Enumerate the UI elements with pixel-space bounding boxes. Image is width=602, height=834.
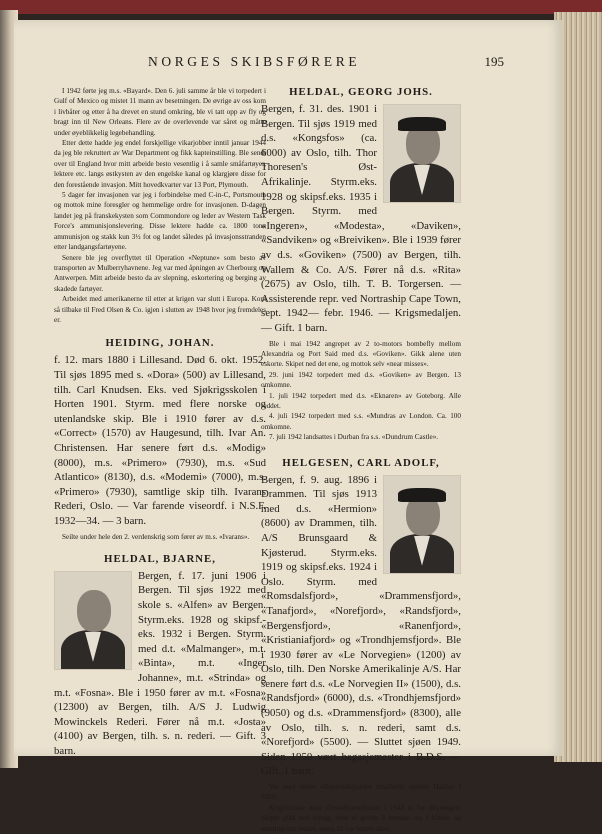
entry-note-heiding: Seilte under hele den 2. verdenskrig som fører av m.s. «Ivarans». [62,533,250,542]
entry-name-heldal-bjarne: HELDAL, BJARNE, [104,552,216,565]
entry-bio-helgesen: Bergen, f. 9. aug. 1896 i Drammen. Til sjøs 1913 med d.s. «Hermion» (8600) av Drammen, tilh. A/S Brunsgaard & Kjøsterud. Styrm.eks. 1919 og skipsf.eks. 1924 i Oslo. Styrm. med «Romsdalsfjord», «Drammensfjord», «Tanafjord», «Norefjord», «Randsfjord», «Bergensfjord», «Ranenfjord», «Kristianiafjord» og «Trondhjemsfjord». Ble i 1930 fører av «Le Norvegien» (1200) av Oslo, tilh. Den Norske Amerikalinje A/S. Har senere ført d.s. «Le Norvegien II» (1500), d.s. «Randsfjord» (6000), d.s. «Trondhjemsfjord» (9050) og d.s. «Drammensfjord» (8300), alle av Oslo, tilh. s. n. rederi, samt d.s. «Norefjord» (5500). — Sluttet sjøen 1949. Siden 1950 vært bagasjemester i B.D.S. — Gift. 1 barn. [261,473,461,778]
entry-name-helgesen: HELGESEN, CARL ADOLF, [282,456,440,469]
portrait-heldal-georg [383,104,461,203]
entry-note: Ble i mai 1942 angrepet av 2 to-motors bombefly mellom Alexandria og Port Said med d.s. «Goviken». Gikk alene uten eskorte. Skipet ned det ene, og mottok selv «near misses». [261,339,461,369]
intro-paragraph: I 1942 førte jeg m.s. «Bayard». Den 6. juli samme år ble vi torpedert i Gulf of Mexico og mistet 11 mann av besetningen. De øvrige av oss kom i livbåter og etter å ha drevet en stund omkring, ble vi tatt opp av fly og bragt inn til New Orleans. Flere av de overlevende var såret og måtte under øyeblikkelig legebehandling. [54,87,266,137]
intro-paragraph: Arbeidet med amerikanerne til etter at krigen var slutt i Europa. Kom så tilbake til Fred Olsen & Co. igjen i slutten av 1948 hvor jeg fremdeles er. [54,295,266,324]
entry-bio-heldal-bjarne: Bergen, f. 17. juni 1906 i Bergen. Til sjøs 1922 med skole s. «Alfen» av Bergen. Styrm.eks. 1928 og skipsf.-eks. 1932 i Bergen. Styrm. med d.t. «Malmanger», m.t. «Binta», m.t. «Inger Johanne», m.t. «Strinda» og m.t. «Fosna». Ble i 1950 fører av m.t. «Fosna» (12300) av Bergen, tilh. A/S J. Ludwig Mowinckels Rederi. Fører nå m.t. «Josta» (4100) av Bergen, tilh. s. n. rederi. — Gift. 3 barn. [54,569,266,757]
intro-paragraph: 5 dager før invasjonen var jeg i forbindelse med C-in-C, Portsmouth og mottok mine foresgler og hemmelige ordre for invasjonen. D-dagen landet jeg på franskekysten som Commondore og leder av Western Task Force's ammunisjonslevering. Disse lektere hadde ca. 1800 tonn ammunisjon og stakk kun 3½ fot og landet således på invasjonsstranden etter landgangsfartøyene. [54,191,266,252]
entry-note: 1. juli 1942 torpedert med d.s. «Eknaren» av Goteborg. Alle reddet. [261,391,461,410]
entry-note: 7. juli 1942 landsattes i Durban fra s.s. «Dundrum Castle». [269,433,439,442]
entry-note: 29. juni 1942 torpedert med d.s. «Goviken» av Bergen. 13 omkomne. [261,370,461,390]
entry-note: Var med under «Romsdalsfjord»s totalforlis utenfor Halifax i 1920. [261,783,461,802]
intro-paragraph: Etter dette hadde jeg endel forskjellige vikarjobber inntil januar 1944 da jeg ble rekruttert av War Department og fikk kapteinstilling. Ble sendt over til England hvor mitt arbeide besto vesentlig i å samle småfartøyer, lektere etc. langs østkysten av den engelske kanal og klargjøre disse for den forestående invasjon. Mitt hovedkvarter var 13 Port, Plymouth. [54,139,266,189]
page-title: NORGES SKIBSFØRERE [148,54,361,69]
entry-bio-heiding: f. 12. mars 1880 i Lillesand. Død 6. okt. 1952. Til sjøs 1895 med s. «Dora» (500) av Lillesand, tilh. Carl Knudsen. Eks. ved Sjøkrigsskolen i Horten 1901. Styrm. med flere norske og utenlandske skip. Ble i 1910 fører av d.s. «Correct» (1570) av Haugesund, tilh. Ivar An. Christensen. Har senere ført d.s. «Modig» (8000), m.s. «Primero» (7930), m.s. «Sud Atlantico» (8130), d.s. «Modemi» (7000), m.s. «Primero» (7930), samtlige skip tilh. Ivarans Rederi, Oslo. — Var farende viseordf. i N.S.F. 1932—34. — 3 barn. [54,354,266,527]
intro-paragraph: Senere ble jeg overflyttet til Operation «Neptune» som besto av transporten av Mulberryhavnene. Jeg var med åpningen av Cherbourg og Antwerpen. Mitt arbeide besto da av slepning, eskortering og berging av skadede fartøyer. [54,253,266,293]
entry-bio-heldal-georg: Bergen, f. 31. des. 1901 i Bergen. Til sjøs 1919 med d.s. «Kongsfos» (ca. 6000) av Oslo, tilh. Thor Thoresen's Øst-Afrikalinje. Styrm.eks. 1928 og skipsf.eks. 1935 i Bergen. Styrm. med «Ingeren», «Modesta», «Daviken», «Sandviken» og «Breiviken». Ble i 1939 fører av d.s. «Goviken» (7500) av Bergen, tilh. Wallem & Co. A/S. Fører nå d.s. «Rita» (2675) av Oslo, tilh. T. B. Torgersen. — Assisterende repr. ved Nortraship Cape Town, sept. 1942— febr. 1946. — Krigsmedaljen. — Gift. 1 barn. [261,103,462,334]
book-page [14,20,562,833]
page-number: 195 [484,54,504,69]
entry-note: Krigsforliste med «Trondhjemsfjord» i 1942 ut for Bryningen. Skipet gikk ned hurtig, men vi greide å komme oss i båtene og samtlige ble reddet, mens 10 var lettere såret. [261,803,461,833]
portrait-helgesen [383,475,461,574]
running-header [14,54,562,72]
right-column [261,86,461,834]
entry-name-heldal-georg: HELDAL, GEORG JOHS. [289,86,433,98]
entry-note: 4. juli 1942 torpedert med s.s. «Mundras av London. Ca. 100 omkomne. [261,412,461,431]
portrait-heldal-bjarne [54,571,132,670]
left-column [54,86,266,759]
entry-name-heiding: HEIDING, JOHAN. [105,337,215,350]
book-top-edge [0,0,602,14]
